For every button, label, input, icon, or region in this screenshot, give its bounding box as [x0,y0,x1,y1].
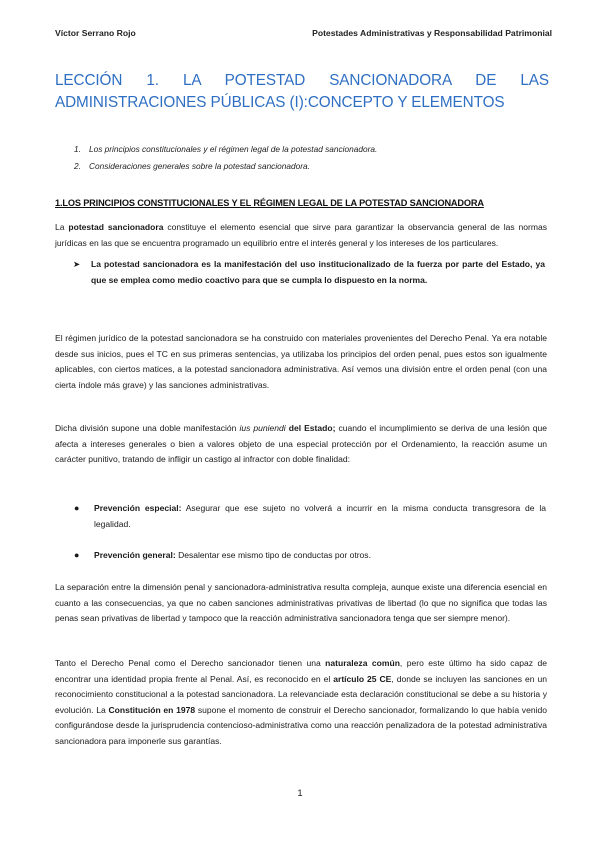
italic-term: ius puniendi [239,423,286,433]
list-item [74,548,546,564]
header-subject: Potestades Administrativas y Responsabilidad Patrimonial [312,28,552,38]
paragraph-3 [55,421,547,468]
highlight-text: La potestad sancionadora es la manifestación del uso institucionalizado de la fuerza por parte del Estado, ya que se emplea como medio coactivo para que se cumpla lo dispuesto en la norma. [91,259,545,285]
bullet-icon: ● [74,503,80,513]
arrow-bullet-icon: ➤ [73,259,81,269]
section-heading: 1.LOS PRINCIPIOS CONSTITUCIONALES Y EL RÉGIMEN LEGAL DE LA POTESTAD SANCIONADORA [55,198,484,208]
table-of-contents [74,141,377,175]
bold-term: Constitución en 1978 [108,704,196,715]
page-header [55,28,552,38]
paragraph-5 [55,656,547,750]
toc-number: 2. [74,161,81,171]
lesson-title: LECCIÓN 1. LA POTESTAD SANCIONADORA DE LAS ADMINISTRACIONES PÚBLICAS (I):CONCEPTO Y ELEMENTOS [55,72,549,111]
list-item [74,501,546,532]
text-run: constituye el elemento esencial que sirve para garantizar la observancia general de las normas jurídicas en las que se encuentra programado un equilibrio entre el interés general y los intereses de los particulares. [55,222,548,248]
text-run: cuando el incumplimiento se deriva de una lesión que afecta a intereses generales o bien a valores objeto de una especial protección por el Ordenamiento, la reacción asume un carácter punitivo, tratando de infligir un castigo al infractor con doble finalidad: [55,423,547,465]
paragraph-1 [55,220,547,251]
list-item-text [94,548,371,564]
text-run: , donde se incluyen las sanciones en un reconocimiento constitucional a la potestad sancionadora. La relevanciade esta declaración constitucional se debe a su historia y evolución. La [55,673,548,715]
toc-item [74,141,377,158]
bold-term: potestad sancionadora [68,222,164,232]
text-run: Asegurar que ese sujeto no volverá a incurrir en la misma conducta transgresora de la legalidad. [94,503,546,529]
bold-term: artículo 25 CE [333,673,392,684]
bold-term: del Estado; [285,423,336,433]
text-run: Dicha división supone una doble manifestación [55,423,240,433]
toc-text: Consideraciones generales sobre la potestad sancionadora. [89,161,310,171]
toc-number: 1. [74,144,81,154]
text-run: Tanto el Derecho Penal como el Derecho sancionador tienen una [55,658,326,668]
text-run: , pero este último ha sido capaz de encontrar una identidad propia frente al Penal. Así, es reconocido en el [55,658,547,684]
paragraph-2: El régimen jurídico de la potestad sancionadora se ha construido con materiales provenientes del Derecho Penal. Ya era notable desde sus inicios, pues el TC en sus primeras sentencias, ya utilizaba los principios del orden penal, pues estos son igualmente aplicables, con ciertos matices, a la potestad sancionadora administrativa. Así vemos una división entre el orden penal (con una cierta índole más grave) y las sanciones administrativas. [55,333,547,390]
header-author: Víctor Serrano Rojo [55,28,136,38]
toc-item [74,158,377,175]
text-run: La [55,222,69,232]
bullet-label: Prevención especial: [94,503,182,513]
paragraph-4: La separación entre la dimensión penal y sancionadora-administrativa resulta compleja, aunque existe una diferencia esencial en cuanto a las consecuencias, ya que no caben sanciones administrativas privativas de libertad (lo que no significa que todas las penas sean privativas de libertad y tampoco que la reacción administrativa sancionadora tenga que ser siempre menor). [55,582,547,624]
highlight-item [73,257,545,288]
list-item-text [94,501,546,532]
bold-term: naturaleza común [325,658,400,668]
text-run: Desalentar ese mismo tipo de conductas por otros. [175,550,371,560]
page-number: 1 [297,788,303,799]
bullet-label: Prevención general: [94,550,176,560]
text-run: supone el momento de construir el Derecho sancionador, formalizando lo que había venido configurándose desde la jurisprudencia contencioso-administrativa como una reacción penalizadora de la potestad administrativa sancionadora para imponerle sus garantías. [55,704,547,746]
toc-text: Los principios constitucionales y el régimen legal de la potestad sancionadora. [89,144,378,154]
bullet-icon: ● [74,550,80,560]
